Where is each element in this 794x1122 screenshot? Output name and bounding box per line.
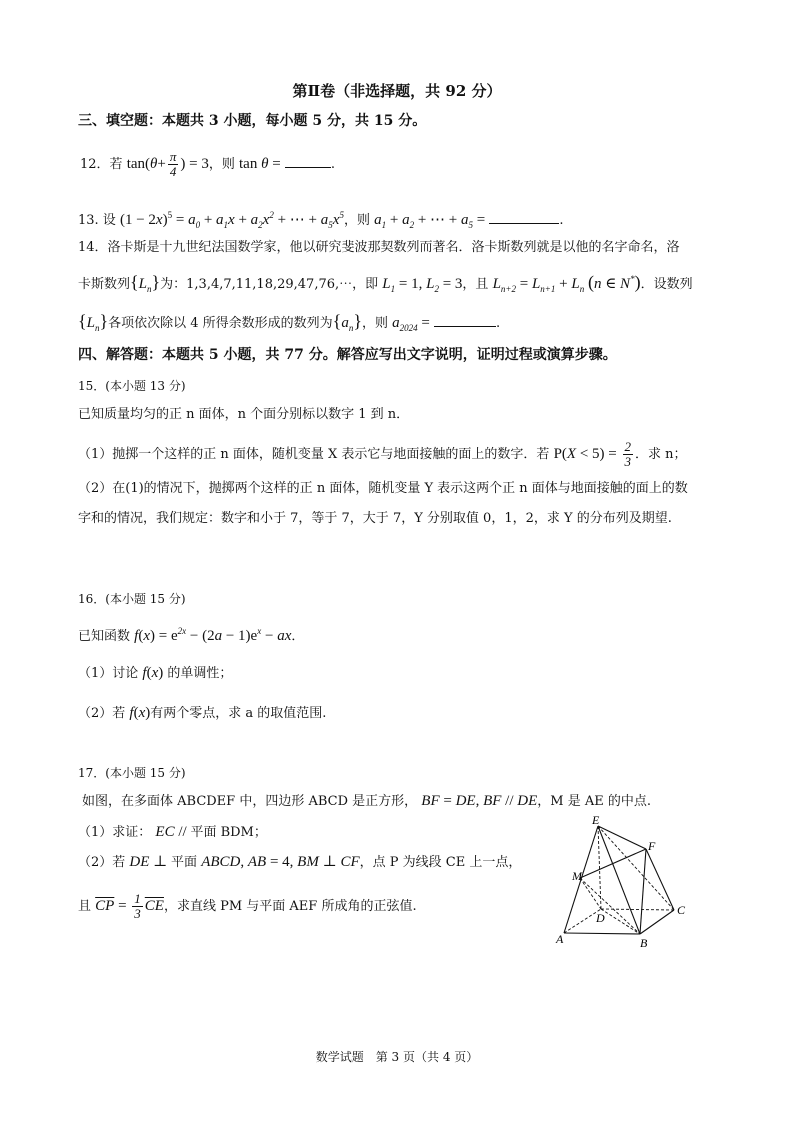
edge-MB: [580, 878, 640, 934]
edge-BC: [640, 910, 674, 934]
edge-FC: [646, 849, 674, 910]
q17-part3-b: ，求直线 PM 与平面 AEF 所成角的正弦值.: [163, 899, 417, 914]
q12-equation: tan(θ+ $\frac{\pi}{4}$ ) = 3: [126, 149, 209, 179]
q14-line2-b: ，且: [462, 277, 489, 292]
q17-part2-a: （2）若: [78, 855, 126, 870]
q14-line3-a: 各项依次除以 4 所得余数形成的数列为: [108, 316, 333, 331]
question-12: 12．若 tan(θ+ $\frac{\pi}{4}$ ) = 3，则 tan θ = .: [80, 149, 335, 179]
q12-prefix: 12．若: [80, 156, 123, 172]
question-14-line2: 卡斯数列$\{L_n\}$为：1,3,4,7,11,18,29,47,76,⋯，即 $L_1 = 1$, $L_2 = 3$，且 $L_{n+2} = L_{n+1} + L_n$ (n ∈ N*)．设数列: [78, 272, 693, 294]
q15-part2-line1: （2）在(1)的情况下，抛掷两个这样的正 n 面体，随机变量 Y 表示这两个正 n 面体与地面接触的面上的数: [78, 481, 688, 496]
q17-part2: （2）若 DE ⊥ 平面 ABCD, AB = 4, BM ⊥ CF，点 P 为线段 CE 上一点，: [78, 854, 522, 870]
q16-header: 16．(本小题 15 分): [78, 592, 186, 606]
q12-suffix: ，则: [208, 156, 235, 172]
q16-stem: 已知函数 $f(x) = e^{2x} - (2a - 1)e^x$ − ax．: [78, 626, 305, 644]
q16-part2-b: 有两个零点，求 a 的取值范围.: [150, 706, 327, 721]
q14-line2-c: ．设数列: [640, 277, 693, 292]
q17-stem-b: ，M 是 AE 的中点.: [537, 794, 651, 809]
q17-part1: （1）求证： EC // 平面 BDM；: [78, 824, 267, 840]
edge-AB: [564, 933, 640, 934]
edge-FB: [640, 849, 646, 934]
section4-heading: 四、解答题：本题共 5 小题，共 77 分。解答应写出文字说明，证明过程或演算步骤。: [78, 347, 617, 363]
label-B: B: [640, 936, 648, 950]
question-14-line1: 14．洛卡斯是十九世纪法国数学家，他以研究斐波那契数列而著名．洛卡斯数列就是以他的名字命名，洛: [78, 240, 680, 255]
q13-mid: ，则: [343, 213, 370, 228]
q17-part2-b: ，点 P 为线段 CE 上一点，: [359, 855, 522, 870]
edge-DC: [601, 909, 674, 910]
q17-part3-a: 且: [78, 899, 92, 914]
page-footer: 数学试题 第 3 页（共 4 页）: [315, 1050, 479, 1064]
q17-header: 17．(本小题 15 分): [78, 766, 186, 780]
q14-line3-end: .: [495, 316, 501, 331]
edge-DB: [601, 909, 640, 934]
q16-stem-end: ．: [291, 629, 305, 644]
answer-blank-12[interactable]: [285, 155, 331, 168]
q14-line2-prefix: 卡斯数列: [78, 277, 131, 292]
q15-part1-b: ．求 n；: [635, 446, 687, 462]
q16-part2: （2）若 f(x)有两个零点，求 a 的取值范围.: [78, 705, 327, 721]
part-title: 第Ⅱ卷（非选择题，共 92 分）: [292, 82, 502, 100]
q14-line3-b: ，则: [361, 316, 388, 331]
q15-part2-line2: 字和的情况，我们规定：数字和小于 7，等于 7，大于 7，Y 分别取值 0，1，2，求 Y 的分布列及期望.: [78, 511, 672, 526]
q17-part1-b: 平面 BDM；: [190, 825, 267, 840]
q15-part1-a: （1）抛掷一个这样的正 n 面体，随机变量 X 表示它与地面接触的面上的数字．若: [78, 446, 550, 462]
label-E: E: [592, 813, 600, 827]
q17-part3: 且 $\overline{CP}$ = $\frac{1}{3}$ $\overline{CE}$，求直线 PM 与平面 AEF 所成角的正弦值.: [78, 891, 417, 922]
section3-heading: 三、填空题：本题共 3 小题，每小题 5 分，共 15 分。: [78, 113, 427, 129]
answer-blank-14[interactable]: [434, 314, 496, 327]
q13-end: .: [559, 213, 564, 228]
polyhedron-figure: [548, 812, 698, 952]
q13-prefix: 13. 设: [78, 213, 116, 228]
q16-part1-a: （1）讨论: [78, 666, 139, 681]
q16-part1: （1）讨论 f(x) 的单调性；: [78, 665, 233, 681]
label-F: F: [648, 839, 656, 853]
edge-EC: [598, 826, 674, 910]
q17-part1-a: （1）求证：: [78, 825, 152, 840]
q16-part1-b: 的单调性；: [167, 666, 233, 681]
q14-line2-a: 为：1,3,4,7,11,18,29,47,76,⋯，即: [160, 277, 379, 292]
q17-stem-a: 如图，在多面体 ABCDEF 中，四边形 ABCD 是正方形，: [82, 794, 418, 809]
label-C: C: [677, 903, 686, 917]
q15-stem: 已知质量均匀的正 n 面体，n 个面分别标以数字 1 到 n．: [78, 407, 410, 422]
q16-stem-prefix: 已知函数: [78, 629, 131, 644]
q12-end: .: [330, 156, 335, 172]
q17-stem: 如图，在多面体 ABCDEF 中，四边形 ABCD 是正方形， BF = DE, BF // DE，M 是 AE 的中点.: [82, 793, 651, 809]
label-D: D: [596, 911, 605, 925]
q15-part1: （1）抛掷一个这样的正 n 面体，随机变量 X 表示它与地面接触的面上的数字．若 P(X < 5) = $\frac{2}{3}$ ．求 n；: [78, 439, 687, 469]
edge-MF: [580, 849, 646, 878]
label-M: M: [572, 869, 582, 883]
edge-MD: [580, 878, 601, 909]
question-13: 13. 设 $(1 - 2x)^5 = a_0 + a_1x + a_2x^2$ + ⋯ + $a_5x^5$，则 $a_1 + a_2$ + ⋯ + $a_5$ = .: [78, 210, 564, 230]
q13-equation: $(1 - 2x)^5 = a_0 + a_1x + a_2x^2$ + ⋯ + $a_5x^5$: [119, 210, 344, 230]
label-A: A: [556, 932, 564, 946]
answer-blank-13[interactable]: [489, 211, 559, 224]
question-14-line3: $\{L_n\}$各项依次除以 4 所得余数形成的数列为$\{a_n\}$，则 $a_{2024}$ = .: [78, 311, 501, 333]
q16-part2-a: （2）若: [78, 706, 126, 721]
q15-header: 15．(本小题 13 分): [78, 379, 186, 393]
